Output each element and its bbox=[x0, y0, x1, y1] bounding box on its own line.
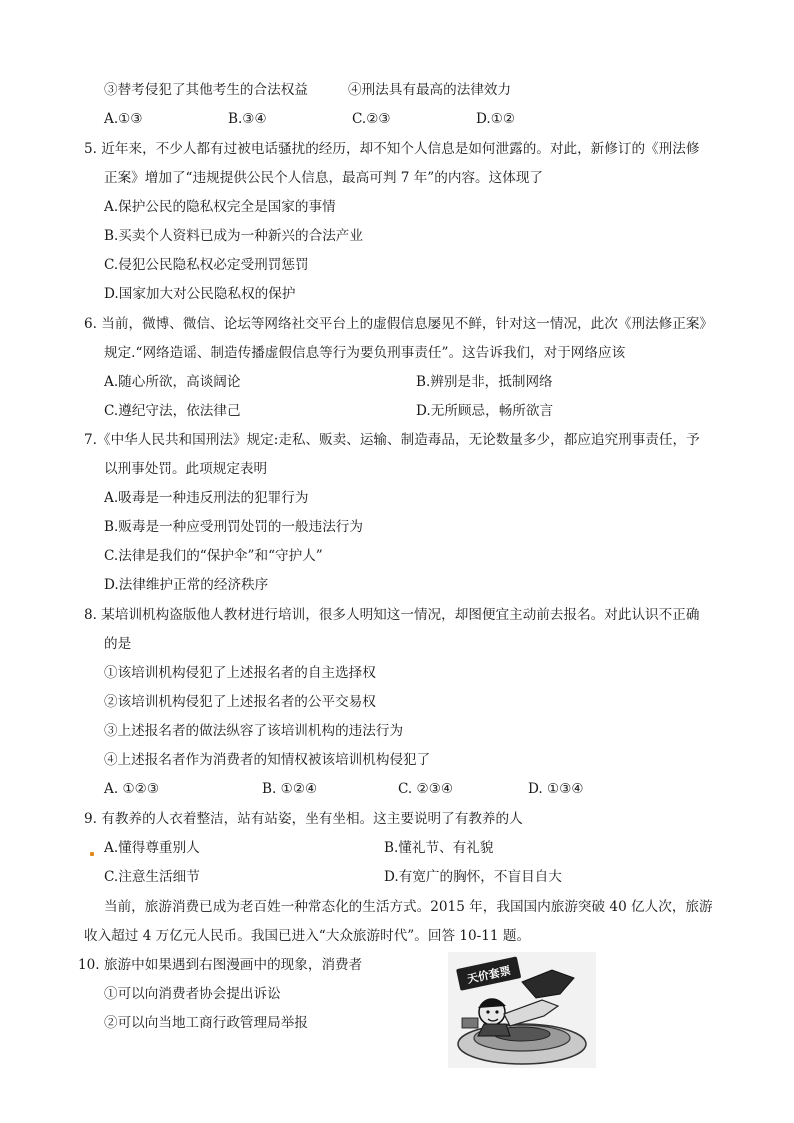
q7-stem-line1: 7.《中华人民共和国刑法》规定:走私、贩卖、运输、制造毒品，无论数量多少，都应追究刑事责任，予 bbox=[84, 432, 700, 448]
q10-item-1: ①可以向消费者协会提出诉讼 bbox=[104, 986, 281, 1002]
q7-option-a: A.吸毒是一种违反刑法的犯罪行为 bbox=[104, 490, 309, 506]
option-b: B.③④ bbox=[228, 111, 267, 127]
q7-option-b: B.贩毒是一种应受刑罚处罚的一般违法行为 bbox=[104, 519, 363, 535]
q8-stem-line2: 的是 bbox=[104, 636, 132, 652]
q7-option-d: D.法律维护正常的经济秩序 bbox=[104, 577, 269, 593]
q6-option-c: C.遵纪守法，依法律己 bbox=[104, 403, 241, 419]
q7-stem-line2: 以刑事处罚。此项规定表明 bbox=[104, 461, 268, 477]
q5-option-a: A.保护公民的隐私权完全是国家的事情 bbox=[104, 199, 336, 215]
q6-stem-line2: 规定.“网络造谣、制造传播虚假信息等行为要负刑事责任”。这告诉我们，对于网络应该 bbox=[104, 345, 626, 361]
q9-option-a: A.懂得尊重别人 bbox=[104, 840, 200, 856]
q6-stem-line1: 6. 当前，微博、微信、论坛等网络社交平台上的虚假信息屡见不鲜，针对这一情况，此次《刑法修正案》 bbox=[84, 316, 714, 332]
q5-stem-line2: 正案》增加了“违规提供公民个人信息，最高可判 7 年”的内容。这体现了 bbox=[104, 170, 544, 186]
q9-stem: 9. 有教养的人衣着整洁，站有站姿，坐有坐相。这主要说明了有教养的人 bbox=[84, 811, 523, 827]
q7-option-c: C.法律是我们的“保护伞”和“守护人” bbox=[104, 548, 323, 564]
q9-option-c: C.注意生活细节 bbox=[104, 869, 200, 885]
q5-option-c: C.侵犯公民隐私权必定受刑罚惩罚 bbox=[104, 257, 309, 273]
q8-item-2: ②该培训机构侵犯了上述报名者的公平交易权 bbox=[104, 694, 376, 710]
q8-option-a: A. ①②③ bbox=[104, 781, 160, 797]
q5-option-b: B.买卖个人资料已成为一种新兴的合法产业 bbox=[104, 228, 363, 244]
item-3: ③替考侵犯了其他考生的合法权益 bbox=[104, 82, 308, 98]
q8-item-1: ①该培训机构侵犯了上述报名者的自主选择权 bbox=[104, 665, 376, 681]
cartoon-sign-text: 天价套票 bbox=[466, 964, 512, 986]
q8-item-3: ③上述报名者的做法纵容了该培训机构的违法行为 bbox=[104, 723, 404, 739]
q6-option-d: D.无所顾忌，畅所欲言 bbox=[416, 403, 554, 419]
q6-option-b: B.辨别是非，抵制网络 bbox=[416, 374, 553, 390]
q8-option-b: B. ①②④ bbox=[262, 781, 318, 797]
material-line1: 当前，旅游消费已成为老百姓一种常态化的生活方式。2015 年，我国国内旅游突破 40 亿人次，旅游 bbox=[104, 899, 713, 915]
q8-option-c: C. ②③④ bbox=[398, 781, 454, 797]
option-c: C.②③ bbox=[352, 111, 391, 127]
q8-item-4: ④上述报名者作为消费者的知情权被该培训机构侵犯了 bbox=[104, 752, 431, 768]
q8-stem-line1: 8. 某培训机构盗版他人教材进行培训，很多人明知这一情况，却图便宜主动前去报名。对此认识不正确 bbox=[84, 607, 700, 623]
q5-stem-line1: 5. 近年来，不少人都有过被电话骚扰的经历，却不知个人信息是如何泄露的。对此，新修订的《刑法修 bbox=[84, 141, 700, 157]
q6-option-a: A.随心所欲，高谈阔论 bbox=[104, 374, 241, 390]
orange-mark bbox=[90, 852, 94, 856]
option-d: D.①② bbox=[476, 111, 516, 127]
q10-stem: 10. 旅游中如果遇到右图漫画中的现象，消费者 bbox=[78, 957, 363, 973]
cartoon-image bbox=[448, 952, 596, 1068]
q10-item-2: ②可以向当地工商行政管理局举报 bbox=[104, 1015, 308, 1031]
item-4: ④刑法具有最高的法律效力 bbox=[348, 82, 512, 98]
q9-option-d: D.有宽广的胸怀，不盲目自大 bbox=[384, 869, 562, 885]
q9-option-b: B.懂礼节、有礼貌 bbox=[384, 840, 494, 856]
q8-option-d: D. ①③④ bbox=[528, 781, 584, 797]
material-line2: 收入超过 4 万亿元人民币。我国已进入“大众旅游时代”。回答 10-11 题。 bbox=[84, 928, 531, 944]
q5-option-d: D.国家加大对公民隐私权的保护 bbox=[104, 286, 296, 302]
option-a: A.①③ bbox=[104, 111, 143, 127]
